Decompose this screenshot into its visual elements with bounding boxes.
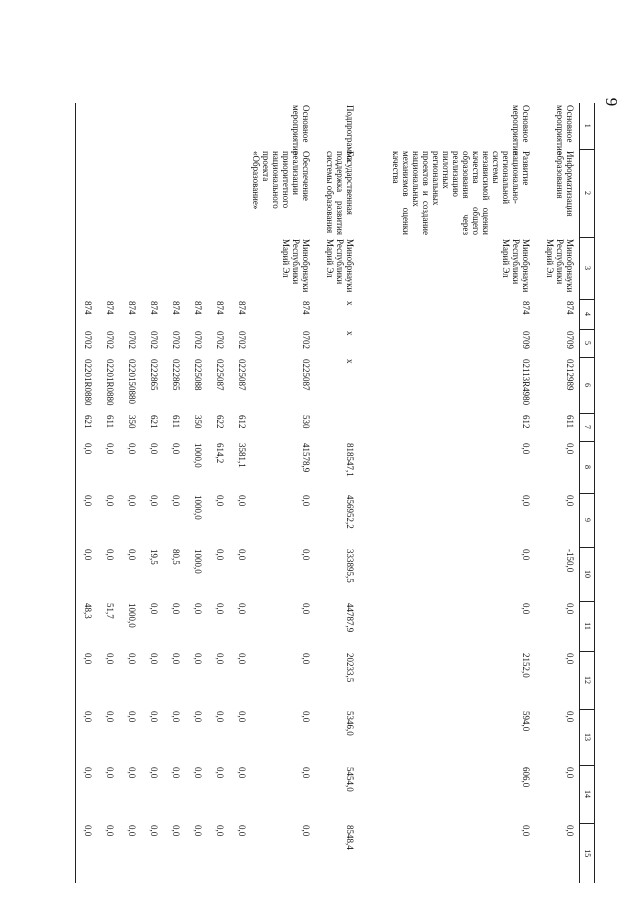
cell-value-2019: 0,0 <box>171 711 182 723</box>
cell-rzpr: 0702 <box>127 331 138 349</box>
column-header-10: 10 <box>580 547 595 601</box>
cell-value-2020: 0,0 <box>105 767 116 779</box>
cell-status <box>76 103 98 149</box>
cell-value-2015: 0,0 <box>301 495 312 507</box>
cell-value-2020: 0,0 <box>127 767 138 779</box>
table-row <box>360 103 536 883</box>
cell-rzpr: 0702 <box>149 331 160 349</box>
cell-value-2021: 0,0 <box>76 823 98 883</box>
cell-value-2014: 0,0 <box>565 443 575 455</box>
cell-value-2014: 0,0 <box>76 441 98 493</box>
cell-value-2014: 41578,9 <box>301 443 312 473</box>
cell-value-2019: 0,0 <box>76 709 98 765</box>
cell-value-2017: 0,0 <box>565 603 575 615</box>
cell-rzpr: 0702 <box>105 331 116 349</box>
cell-value-2019: 0,0 <box>237 711 248 723</box>
cell-value-2021: 0,0 <box>149 825 160 837</box>
cell-status <box>186 103 208 149</box>
cell-value-2017: 0,0 <box>171 603 182 615</box>
cell-executor: Минобрнауки Республики Марий Эл <box>325 239 356 293</box>
cell-value-2017: 0,0 <box>149 603 160 615</box>
cell-value-2018: 0,0 <box>76 651 98 709</box>
table-header-row <box>580 103 595 883</box>
cell-value-2016: 0,0 <box>215 549 226 561</box>
cell-value-2018: 0,0 <box>565 653 575 665</box>
cell-value-2016: 0,0 <box>521 549 532 561</box>
cell-rzpr: 0702 <box>237 331 248 349</box>
column-header-2: 2 <box>580 149 595 237</box>
cell-value-2018: 0,0 <box>171 653 182 665</box>
cell-value-2020: 0,0 <box>237 767 248 779</box>
cell-csr: 0222865 <box>171 359 182 391</box>
cell-value-2018: 0,0 <box>127 653 138 665</box>
column-header-7: 7 <box>580 413 595 441</box>
cell-rzpr: 0702 <box>171 331 182 349</box>
cell-value-2016: 0,0 <box>237 549 248 561</box>
cell-value-2014: 0,0 <box>149 443 160 455</box>
cell-grbs: 874 <box>127 301 138 315</box>
cell-value-2016: 0,0 <box>301 549 312 561</box>
cell-executor <box>186 237 208 299</box>
table-row <box>316 103 360 883</box>
cell-value-2015: 0,0 <box>171 495 182 507</box>
cell-value-2018: 0,0 <box>193 653 204 665</box>
column-header-8: 8 <box>580 441 595 493</box>
cell-value-2021: 0,0 <box>171 825 182 837</box>
cell-value-2017: 0,0 <box>301 603 312 615</box>
cell-status <box>120 103 142 149</box>
column-header-3: 3 <box>580 237 595 299</box>
cell-grbs: 874 <box>565 301 575 315</box>
cell-name <box>76 149 98 237</box>
table-row <box>98 103 120 883</box>
cell-rzpr: 0702 <box>76 329 98 357</box>
cell-name <box>142 149 164 237</box>
cell-executor <box>230 237 252 299</box>
cell-value-2018: 0,0 <box>149 653 160 665</box>
cell-csr: 0220150880 <box>127 359 138 404</box>
cell-value-2021: 0,0 <box>565 825 575 837</box>
cell-value-2019: 0,0 <box>565 711 575 723</box>
cell-value-2021: 0,0 <box>193 825 204 837</box>
cell-vr: 530 <box>301 415 312 429</box>
cell-csr: 02113R4980 <box>521 359 532 406</box>
cell-value-2014: 0,0 <box>171 443 182 455</box>
cell-grbs: 874 <box>76 299 98 329</box>
cell-value-2015: 0,0 <box>127 495 138 507</box>
cell-status <box>208 103 230 149</box>
cell-value-2015: 0,0 <box>565 495 575 507</box>
column-header-6: 6 <box>580 357 595 413</box>
cell-value-2014: 3581,1 <box>237 443 248 468</box>
cell-name: Развитие национально-региональной системы независимой оценки качества общего образования через реализацию пилотных региональных проектов и создание национальных механизмов оценки качества <box>391 151 532 235</box>
cell-grbs: 874 <box>521 301 532 315</box>
cell-csr: 02201R0880 <box>76 357 98 413</box>
cell-value-2018: 2152,0 <box>521 653 532 678</box>
cell-vr: 350 <box>127 415 138 429</box>
cell-status <box>142 103 164 149</box>
cell-value-2020: 0,0 <box>76 765 98 823</box>
cell-value-2017: 44787,9 <box>345 603 356 633</box>
cell-name <box>230 149 252 237</box>
cell-value-2015: 456952,2 <box>345 495 356 529</box>
cell-value-2014: 818547,1 <box>345 443 356 477</box>
cell-value-2017: 0,0 <box>193 603 204 615</box>
cell-value-2017: 48,3 <box>76 601 98 651</box>
cell-vr: 621 <box>149 415 160 429</box>
cell-value-2015: 0,0 <box>76 493 98 547</box>
cell-rzpr: 0702 <box>215 331 226 349</box>
cell-value-2020: 5454,0 <box>345 767 356 792</box>
cell-value-2015: 1000,0 <box>193 495 204 520</box>
cell-status <box>98 103 120 149</box>
cell-value-2020: 0,0 <box>215 767 226 779</box>
column-header-11: 11 <box>580 601 595 651</box>
cell-name: Информатизация образования <box>555 151 575 217</box>
cell-value-2014: 0,0 <box>521 443 532 455</box>
cell-value-2017: 0,0 <box>237 603 248 615</box>
cell-status: Основное мероприятие <box>511 105 532 155</box>
cell-value-2016: 19,5 <box>149 549 160 565</box>
rotated-table-container <box>83 103 595 883</box>
column-header-4: 4 <box>580 299 595 329</box>
cell-value-2015: 0,0 <box>215 495 226 507</box>
cell-value-2019: 5346,0 <box>345 711 356 736</box>
cell-value-2019: 0,0 <box>301 711 312 723</box>
cell-value-2015: 0,0 <box>105 495 116 507</box>
cell-vr: 350 <box>193 415 204 429</box>
cell-vr: 622 <box>215 415 226 429</box>
cell-grbs: 874 <box>215 301 226 315</box>
table-row <box>76 103 98 883</box>
cell-value-2015: 0,0 <box>521 495 532 507</box>
cell-rzpr: 0709 <box>521 331 532 349</box>
table-body <box>76 103 580 883</box>
column-header-1: 1 <box>580 103 595 149</box>
cell-status: Основное мероприятие <box>555 105 575 155</box>
cell-status: Основное мероприятие <box>291 105 312 155</box>
cell-value-2016: 333895,5 <box>345 549 356 583</box>
cell-executor <box>164 237 186 299</box>
cell-grbs: 874 <box>193 301 204 315</box>
cell-vr: 611 <box>171 415 182 429</box>
column-header-9: 9 <box>580 493 595 547</box>
cell-value-2016: 1000,0 <box>193 549 204 574</box>
cell-value-2019: 0,0 <box>149 711 160 723</box>
cell-value-2014: 614,2 <box>215 443 226 464</box>
table-row <box>208 103 230 883</box>
cell-vr: 621 <box>76 413 98 441</box>
cell-value-2019: 0,0 <box>127 711 138 723</box>
cell-value-2020: 0,0 <box>301 767 312 779</box>
cell-value-2018: 0,0 <box>237 653 248 665</box>
cell-csr: 0222865 <box>149 359 160 391</box>
column-header-15: 15 <box>580 823 595 883</box>
cell-vr: 611 <box>565 415 575 429</box>
column-header-14: 14 <box>580 765 595 823</box>
cell-name <box>208 149 230 237</box>
cell-vr: 612 <box>237 415 248 429</box>
column-header-13: 13 <box>580 709 595 765</box>
cell-rzpr: х <box>345 331 356 336</box>
column-header-12: 12 <box>580 651 595 709</box>
cell-value-2020: 0,0 <box>149 767 160 779</box>
cell-value-2020: 0,0 <box>171 767 182 779</box>
page-number: 9 <box>602 97 621 107</box>
table-row <box>536 103 580 883</box>
table-row <box>252 103 316 883</box>
cell-name: Государственная поддержка развития системы образования <box>325 151 356 235</box>
cell-executor <box>142 237 164 299</box>
cell-name <box>164 149 186 237</box>
cell-grbs: 874 <box>301 301 312 315</box>
cell-value-2016: -150,0 <box>565 549 575 573</box>
budget-table <box>75 103 595 883</box>
cell-executor <box>98 237 120 299</box>
cell-vr: 611 <box>105 415 116 429</box>
cell-grbs: 874 <box>171 301 182 315</box>
cell-csr: 0225087 <box>215 359 226 391</box>
table-row <box>230 103 252 883</box>
cell-name <box>186 149 208 237</box>
column-header-5: 5 <box>580 329 595 357</box>
cell-value-2019: 0,0 <box>215 711 226 723</box>
cell-value-2020: 0,0 <box>193 767 204 779</box>
cell-rzpr: 0702 <box>193 331 204 349</box>
cell-grbs: 874 <box>105 301 116 315</box>
table-row <box>142 103 164 883</box>
cell-value-2021: 0,0 <box>521 825 532 837</box>
cell-csr: 0225087 <box>237 359 248 391</box>
cell-value-2021: 0,0 <box>237 825 248 837</box>
table-row <box>186 103 208 883</box>
cell-value-2014: 1000,0 <box>193 443 204 468</box>
cell-status <box>230 103 252 149</box>
cell-status <box>164 103 186 149</box>
cell-rzpr: 0702 <box>301 331 312 349</box>
cell-value-2014: 0,0 <box>105 443 116 455</box>
cell-value-2021: 0,0 <box>301 825 312 837</box>
cell-csr: 0225088 <box>193 359 204 391</box>
cell-value-2017: 51,7 <box>105 603 116 619</box>
cell-csr: 0212989 <box>565 359 575 391</box>
cell-name <box>98 149 120 237</box>
cell-rzpr: 0709 <box>565 331 575 349</box>
cell-value-2017: 0,0 <box>521 603 532 615</box>
cell-status: Подпрограмма <box>345 105 356 162</box>
cell-grbs: 874 <box>149 301 160 315</box>
cell-value-2016: 0,0 <box>127 549 138 561</box>
cell-executor: Минобрнауки Республики Марий Эл <box>545 239 575 293</box>
cell-value-2018: 0,0 <box>215 653 226 665</box>
cell-value-2018: 0,0 <box>105 653 116 665</box>
cell-value-2017: 1000,0 <box>127 603 138 628</box>
cell-value-2020: 606,0 <box>521 767 532 788</box>
cell-grbs: 874 <box>237 301 248 315</box>
cell-value-2021: 0,0 <box>127 825 138 837</box>
cell-executor <box>120 237 142 299</box>
cell-value-2019: 594,0 <box>521 711 532 732</box>
cell-executor: Минобрнауки Республики Марий Эл <box>501 239 532 293</box>
cell-csr: х <box>345 359 356 364</box>
cell-value-2021: 8548,4 <box>345 825 356 850</box>
cell-value-2014: 0,0 <box>127 443 138 455</box>
table-row <box>120 103 142 883</box>
cell-value-2019: 0,0 <box>193 711 204 723</box>
cell-value-2016: 0,0 <box>76 547 98 601</box>
cell-value-2015: 0,0 <box>149 495 160 507</box>
cell-value-2020: 0,0 <box>565 767 575 779</box>
cell-executor <box>208 237 230 299</box>
cell-value-2019: 0,0 <box>105 711 116 723</box>
cell-executor: Минобрнауки Республики Марий Эл <box>281 239 312 293</box>
cell-csr: 0225087 <box>301 359 312 391</box>
cell-name <box>120 149 142 237</box>
cell-grbs: х <box>345 301 356 306</box>
cell-name: Обеспечение реализации приоритетного национального проекта «Образование» <box>251 151 312 210</box>
cell-executor <box>76 237 98 299</box>
cell-vr <box>316 413 360 441</box>
cell-csr: 02201R0880 <box>105 359 116 406</box>
cell-value-2018: 20233,5 <box>345 653 356 683</box>
cell-value-2015: 0,0 <box>237 495 248 507</box>
cell-value-2021: 0,0 <box>215 825 226 837</box>
cell-value-2016: 0,0 <box>105 549 116 561</box>
table-row <box>164 103 186 883</box>
cell-vr: 612 <box>521 415 532 429</box>
cell-value-2017: 0,0 <box>215 603 226 615</box>
cell-value-2021: 0,0 <box>105 825 116 837</box>
cell-value-2016: 80,5 <box>171 549 182 565</box>
cell-value-2018: 0,0 <box>301 653 312 665</box>
